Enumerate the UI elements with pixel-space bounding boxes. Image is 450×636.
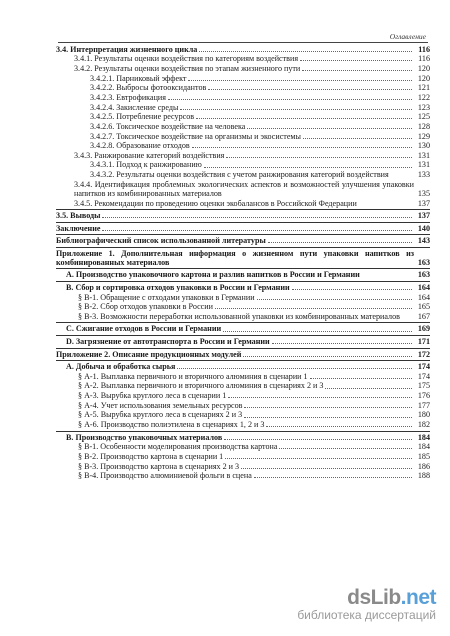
toc-entry-page: 125: [417, 112, 430, 122]
toc-entry-title: 3.4.2.5. Потребление ресурсов: [90, 112, 195, 122]
toc-entry[interactable]: [56, 381, 430, 390]
toc-entry[interactable]: [56, 335, 430, 346]
toc-leader-dots: [257, 299, 412, 300]
toc-entry[interactable]: [56, 83, 430, 92]
toc-leader-dots: [303, 138, 412, 139]
toc-entry[interactable]: [56, 54, 430, 63]
toc-entry-page: 188: [417, 471, 430, 481]
toc-entry-page: 131: [417, 160, 430, 170]
toc-leader-dots: [199, 51, 412, 52]
toc-entry-title: Приложение 2. Описание продукционных модулей: [56, 349, 242, 359]
toc-entry-page: 176: [417, 391, 430, 401]
toc-leader-dots: [188, 80, 412, 81]
toc-leader-dots: [325, 388, 412, 389]
watermark-subtitle: библиотека диссертаций: [297, 608, 436, 622]
toc-leader-dots: [241, 468, 412, 469]
toc-entry-title: § А-6. Производство полиэтилена в сценариях 1, 2 и 3: [78, 420, 265, 430]
toc-entry-title: 3.4.2.4. Закисление среды: [90, 102, 179, 112]
toc-entry[interactable]: [56, 45, 430, 54]
toc-entry[interactable]: [56, 452, 430, 461]
toc-entry-page: 129: [417, 131, 430, 141]
toc-entry-page: 123: [417, 102, 430, 112]
toc-leader-dots: [204, 167, 412, 168]
toc-entry-page: 184: [417, 432, 430, 442]
toc-entry-page: 185: [417, 451, 430, 461]
watermark: [297, 586, 436, 622]
toc-entry[interactable]: [56, 160, 430, 169]
toc-leader-dots: [247, 128, 412, 129]
toc-entry[interactable]: [56, 348, 430, 359]
toc-entry[interactable]: [56, 247, 430, 267]
toc-entry[interactable]: [56, 360, 430, 371]
toc-leader-dots: [102, 230, 412, 231]
toc-entry-page: 180: [417, 410, 430, 420]
toc-leader-dots: [243, 356, 412, 357]
toc-entry[interactable]: [56, 302, 430, 311]
toc-entry-title: 3.5. Выводы: [56, 211, 101, 221]
toc-entry-page: 177: [417, 400, 430, 410]
toc-entry[interactable]: [56, 122, 430, 131]
toc-entry-page: 137: [417, 198, 430, 208]
toc-entry-title: В. Сбор и сортировка отходов упаковки в России и Германии: [66, 282, 290, 292]
toc-entry[interactable]: [56, 322, 430, 333]
toc-entry-page: 165: [417, 302, 430, 312]
toc-entry-page: 137: [417, 211, 430, 221]
toc-entry-title: 3.4.2.2. Выбросы фотооксидантов: [90, 83, 207, 93]
toc-leader-dots: [228, 397, 412, 398]
page-header-title: Оглавление: [389, 32, 426, 41]
toc-entry-title: 3.4.2.7. Токсическое воздействие на организмы и экосистемы: [90, 131, 301, 141]
toc-leader-dots: [225, 458, 412, 459]
toc-entry-title: § В-3. Возможности переработки использованной упаковки из комбинированных материалов: [78, 311, 400, 321]
toc-leader-dots: [196, 118, 412, 119]
toc-entry-title: § В-1. Особенности моделирования производства картона: [78, 442, 278, 452]
toc-entry-page: 167: [417, 311, 430, 321]
toc-entry[interactable]: [56, 103, 430, 112]
toc-entry[interactable]: [56, 234, 430, 245]
toc-entry-page: 122: [417, 92, 430, 102]
toc-entry-page: 133: [417, 170, 430, 180]
toc-entry[interactable]: [56, 209, 430, 220]
toc-entry-title: Приложение 1. Дополнительная информация о жизненном пути упаковки напитков из комбинированных материалов: [56, 248, 414, 267]
toc-entry[interactable]: [56, 141, 430, 150]
toc-entry-title: D. Загрязнение от автотранспорта в России и Германии: [66, 337, 270, 347]
toc-entry-title: Заключение: [56, 223, 101, 233]
toc-entry-page: 121: [417, 83, 430, 93]
toc-entry-title: § В-3. Производство картона в сценариях 2 и 3: [78, 461, 240, 471]
toc-entry-title: 3.4.3.2. Результаты оценки воздействия с учетом ранжирования категорий воздействия: [90, 170, 389, 180]
toc-entry[interactable]: [56, 268, 430, 279]
toc-entry-title: 3.4.4. Идентификация проблемных экологических аспектов и возможностей улучшения упаковки напитков из комбинированных материалов: [74, 179, 414, 198]
toc-entry-page: 130: [417, 141, 430, 151]
toc-entry-page: 184: [417, 442, 430, 452]
toc-leader-dots: [292, 289, 412, 290]
toc-entry-title: А. Производство упаковочного картона и разлив напитков в России и Германии: [66, 270, 360, 280]
toc-entry-page: 131: [417, 150, 430, 160]
toc-leader-dots: [310, 378, 412, 379]
toc-entry-page: 182: [417, 420, 430, 430]
table-of-contents: [56, 44, 430, 480]
toc-entry[interactable]: [56, 420, 430, 429]
toc-leader-dots: [102, 217, 412, 218]
toc-entry-title: С. Сжигание отходов в России и Германии: [66, 324, 222, 334]
watermark-logo-tld: .net: [400, 586, 436, 609]
toc-entry[interactable]: [56, 293, 430, 302]
watermark-logo: [297, 586, 436, 610]
toc-entry[interactable]: [56, 93, 430, 102]
toc-entry-page: 128: [417, 121, 430, 131]
toc-entry-page: 175: [417, 381, 430, 391]
toc-entry[interactable]: [56, 401, 430, 410]
header-rule: [58, 42, 428, 43]
toc-leader-dots: [168, 99, 412, 100]
toc-entry-title: § В-1. Обращение с отходами упаковки в Германии: [78, 292, 255, 302]
toc-entry-page: 174: [417, 371, 430, 381]
toc-leader-dots: [279, 448, 412, 449]
toc-entry-title: § А-4. Учет использования земельных ресурсов: [78, 400, 243, 410]
toc-entry-title: 3.4.2. Результаты оценки воздействия по этапам жизненного пути: [74, 63, 301, 73]
toc-entry[interactable]: [56, 170, 430, 179]
toc-entry-title: 3.4.2.1. Парниковый эффект: [90, 73, 187, 83]
toc-entry-title: Библиографический список использованной литературы: [56, 236, 266, 246]
toc-entry-page: 116: [418, 54, 430, 64]
toc-entry-title: § А-5. Вырубка круглого леса в сценариях 2 и 3: [78, 410, 243, 420]
toc-entry-page: 120: [417, 73, 430, 83]
toc-entry-title: § А-2. Выплавка первичного и вторичного алюминия в сценариях 2 и 3: [78, 381, 324, 391]
toc-entry[interactable]: [56, 431, 430, 442]
toc-entry-page: 171: [417, 337, 430, 347]
toc-entry-page: 140: [417, 223, 430, 233]
toc-entry-title: § А-3. Вырубка круглого леса в сценарии 1: [78, 391, 227, 401]
toc-entry-page: 186: [417, 461, 430, 471]
toc-entry-title: § А-1. Выплавка первичного и вторичного алюминия в сценарии 1: [78, 371, 308, 381]
toc-entry-title: В. Производство упаковочных материалов: [66, 432, 223, 442]
toc-entry-title: § В-2. Производство картона в сценарии 1: [78, 451, 224, 461]
watermark-logo-main: dsLib: [347, 586, 401, 609]
toc-leader-dots: [192, 147, 412, 148]
toc-entry-page: 116: [418, 44, 430, 54]
toc-entry[interactable]: [56, 372, 430, 381]
toc-entry-title: 3.4.2.3. Евтрофикация: [90, 92, 166, 102]
toc-entry[interactable]: [56, 410, 430, 419]
toc-entry-title: 3.4. Интерпретация жизненного цикла: [56, 44, 198, 54]
toc-entry-title: § В-2. Сбор отходов упаковки в России: [78, 302, 213, 312]
toc-entry[interactable]: [56, 64, 430, 73]
toc-entry-page: 143: [417, 236, 430, 246]
toc-entry-page: 163: [417, 270, 430, 280]
toc-entry-page: 164: [417, 292, 430, 302]
toc-leader-dots: [268, 242, 412, 243]
toc-entry[interactable]: [56, 132, 430, 141]
toc-leader-dots: [177, 368, 412, 369]
toc-leader-dots: [244, 407, 412, 408]
toc-entry-title: 3.4.3.1. Подход к ранжированию: [90, 160, 202, 170]
toc-leader-dots: [208, 89, 412, 90]
toc-leader-dots: [302, 70, 412, 71]
toc-entry-page: 174: [417, 362, 430, 372]
toc-entry-title: 3.4.2.8. Образование отходов: [90, 141, 190, 151]
toc-entry-page: 120: [417, 63, 430, 73]
toc-leader-dots: [215, 308, 412, 309]
toc-entry[interactable]: [56, 112, 430, 121]
toc-entry-title: 3.4.1. Результаты оценки воздействия по категориям воздействия: [74, 54, 299, 64]
toc-entry-title: А. Добыча и обработка сырья: [66, 362, 176, 372]
toc-leader-dots: [272, 343, 412, 344]
toc-entry[interactable]: [56, 391, 430, 400]
toc-leader-dots: [223, 331, 412, 332]
toc-entry-page: 169: [417, 324, 430, 334]
toc-entry[interactable]: [56, 151, 430, 160]
toc-entry-page: 135: [417, 188, 430, 198]
toc-entry[interactable]: [56, 442, 430, 451]
toc-entry[interactable]: [56, 462, 430, 471]
toc-leader-dots: [254, 477, 412, 478]
toc-entry-title: § В-4. Производство алюминиевой фольги в сцена: [78, 471, 252, 481]
toc-entry[interactable]: [56, 180, 430, 198]
toc-entry[interactable]: [56, 471, 430, 480]
toc-entry-page: 163: [417, 257, 430, 267]
toc-entry[interactable]: [56, 199, 430, 208]
toc-leader-dots: [226, 157, 412, 158]
toc-entry[interactable]: [56, 281, 430, 292]
toc-entry-page: 172: [417, 349, 430, 359]
toc-leader-dots: [244, 417, 412, 418]
toc-entry-title: 3.4.3. Ранжирование категорий воздействия: [74, 150, 225, 160]
toc-leader-dots: [300, 60, 412, 61]
toc-entry[interactable]: [56, 74, 430, 83]
toc-leader-dots: [266, 426, 412, 427]
toc-entry-page: 164: [417, 282, 430, 292]
toc-entry-title: 3.4.5. Рекомендации по проведению оценки экобалансов в Российской Федерации: [74, 198, 357, 208]
toc-entry[interactable]: [56, 312, 430, 321]
toc-entry[interactable]: [56, 222, 430, 233]
toc-leader-dots: [180, 109, 412, 110]
toc-leader-dots: [224, 439, 412, 440]
toc-entry-title: 3.4.2.6. Токсическое воздействие на человека: [90, 121, 246, 131]
